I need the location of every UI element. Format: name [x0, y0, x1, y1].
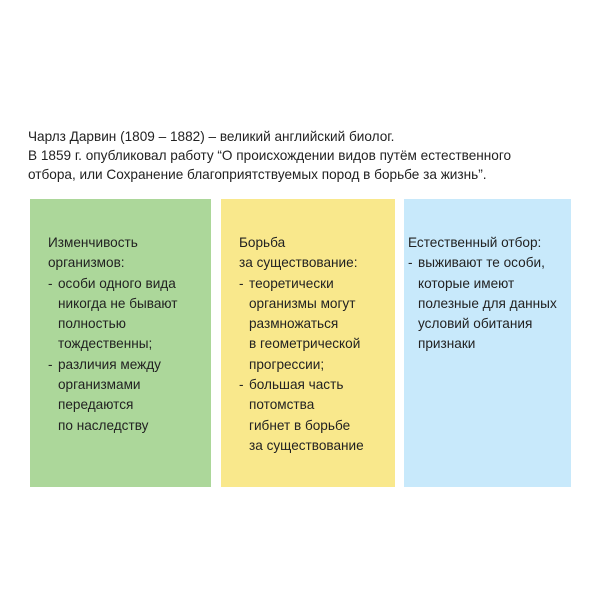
list-item-line: организмы могут	[249, 295, 356, 311]
card-struggle	[221, 199, 395, 487]
list-item-line: по наследству	[58, 417, 149, 433]
intro-text	[28, 127, 584, 184]
card-list	[408, 253, 565, 354]
card-title-line: за существование:	[239, 255, 358, 271]
card-title-line: организмов:	[48, 255, 125, 271]
card-list	[239, 274, 389, 457]
list-item-line: - особи одного вида	[58, 275, 176, 291]
list-item-line: гибнет в борьбе	[249, 417, 351, 433]
list-item-line: потомства	[249, 397, 315, 413]
card-natural-selection	[404, 199, 571, 487]
card-title-line: Естественный отбор:	[408, 235, 542, 250]
list-item-line: полностью	[58, 316, 126, 332]
list-item	[239, 274, 389, 375]
card-title	[48, 233, 203, 274]
intro-line: Чарлз Дарвин (1809 – 1882) – великий английский биолог.	[28, 129, 395, 144]
list-item-line: полезные для данных	[418, 295, 557, 311]
list-item	[48, 355, 203, 436]
list-item-line: прогрессии;	[249, 356, 325, 372]
list-item-line: организмами	[58, 377, 141, 393]
list-item-line: - теоретически	[249, 275, 334, 291]
list-item-line: - выживают те особи,	[418, 255, 545, 271]
card-title-line: Изменчивость	[48, 235, 138, 250]
list-item	[239, 375, 389, 456]
list-item-line: в геометрической	[249, 336, 361, 352]
card-title-line: Борьба	[239, 235, 286, 250]
card-title	[408, 233, 565, 253]
list-item	[408, 253, 565, 354]
list-item-line: тождественны;	[58, 336, 153, 352]
list-item-line: размножаться	[249, 316, 339, 332]
intro-line: В 1859 г. опубликовал работу “О происхождении видов путём естественного	[28, 148, 512, 163]
list-item-line: которые имеют	[418, 275, 515, 291]
list-item-line: за существование	[249, 437, 364, 453]
list-item-line: - различия между	[58, 356, 161, 372]
list-item	[48, 274, 203, 355]
intro-line: отбора, или Сохранение благоприятствуемых пород в борьбе за жизнь”.	[28, 167, 487, 182]
list-item-line: никогда не бывают	[58, 295, 178, 311]
list-item-line: признаки	[418, 336, 476, 352]
card-list	[48, 274, 203, 436]
list-item-line: передаются	[58, 397, 134, 413]
list-item-line: условий обитания	[418, 316, 533, 332]
card-title	[239, 233, 389, 274]
list-item-line: - большая часть	[249, 377, 344, 393]
card-variability	[30, 199, 211, 487]
